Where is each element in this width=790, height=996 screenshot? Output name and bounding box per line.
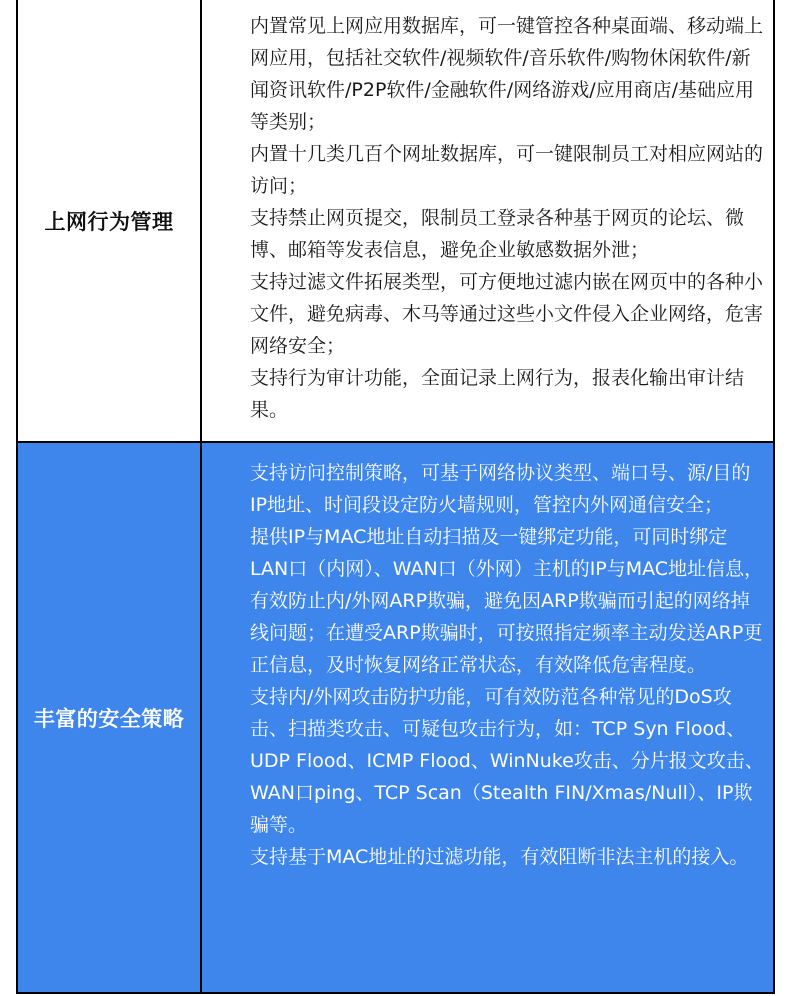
feature-paragraph: 支持行为审计功能，全面记录上网行为，报表化输出审计结果。 xyxy=(250,367,745,421)
feature-paragraph: 提供IP与MAC地址自动扫描及一键绑定功能，可同时绑定LAN口（内网）、WAN口（外网）主机的IP与MAC地址信息，有效防止内/外网ARP欺骗，避免因ARP欺骗而引起的网络掉线问题；在遭受ARP欺骗时，可按照指定频率主动发送ARP更正信息，及时恢复网络正常状态，有效降低危害程度。 xyxy=(250,526,764,676)
feature-paragraph: 支持基于MAC地址的过滤功能，有效阻断非法主机的接入。 xyxy=(250,846,749,868)
row-content-cell xyxy=(202,443,773,992)
row-label: 上网行为管理 xyxy=(44,209,174,234)
row-content-cell xyxy=(202,0,773,441)
table-row-behavior-management xyxy=(18,0,773,443)
table-row-security-policy xyxy=(18,443,773,992)
feature-paragraph: 支持内/外网攻击防护功能，可有效防范各种常见的DoS攻击、扫描类攻击、可疑包攻击行为，如：TCP Syn Flood、UDP Flood、ICMP Flood、WinNuke攻击、分片报文攻击、WAN口ping、TCP Scan（Stealth FIN/Xmas/Null）、IP欺骗等。 xyxy=(250,686,764,836)
row-label-cell xyxy=(18,0,202,441)
row-label-cell xyxy=(18,443,202,992)
feature-table xyxy=(16,0,775,994)
row-label: 丰富的安全策略 xyxy=(33,706,185,731)
feature-paragraph: 支持禁止网页提交，限制员工登录各种基于网页的论坛、微博、邮箱等发表信息，避免企业敏感数据外泄； xyxy=(250,207,745,261)
feature-paragraph: 内置常见上网应用数据库，可一键管控各种桌面端、移动端上网应用，包括社交软件/视频软件/音乐软件/购物休闲软件/新闻资讯软件/P2P软件/金融软件/网络游戏/应用商店/基础应用等类别； xyxy=(250,15,764,133)
feature-paragraph: 支持访问控制策略，可基于网络协议类型、端口号、源/目的IP地址、时间段设定防火墙规则，管控内外网通信安全； xyxy=(250,462,751,516)
feature-paragraph: 内置十几类几百个网址数据库，可一键限制员工对相应网站的访问； xyxy=(250,143,764,197)
feature-paragraph: 支持过滤文件拓展类型，可方便地过滤内嵌在网页中的各种小文件，避免病毒、木马等通过这些小文件侵入企业网络，危害网络安全； xyxy=(250,271,764,357)
